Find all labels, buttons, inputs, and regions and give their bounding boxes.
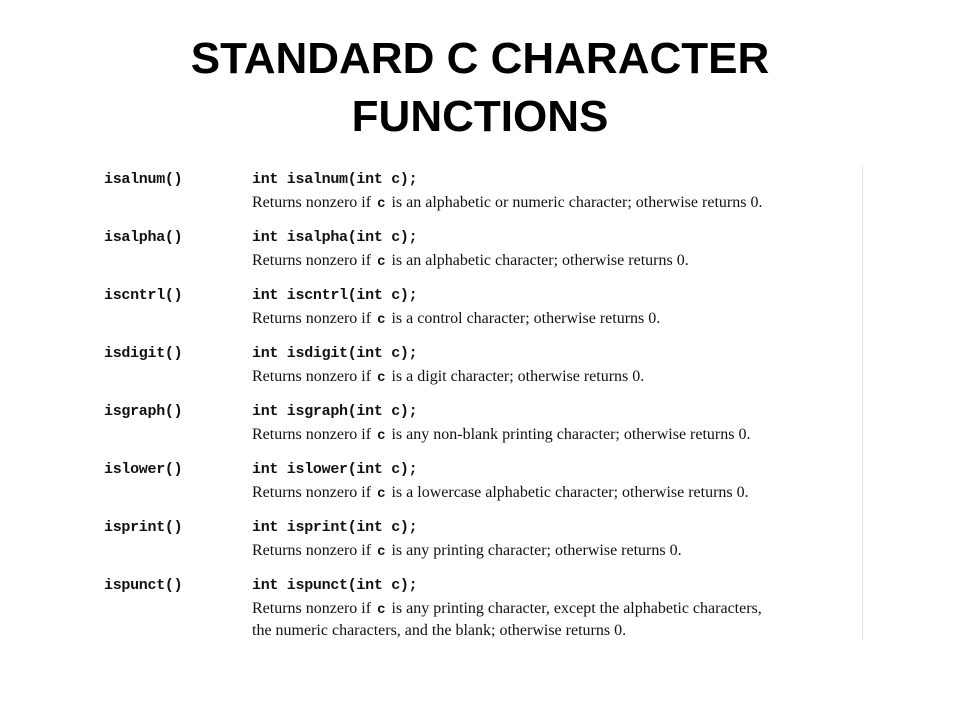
function-description bbox=[252, 598, 762, 621]
function-description bbox=[252, 308, 660, 331]
desc-prefix: Returns nonzero if bbox=[252, 484, 372, 501]
desc-prefix: Returns nonzero if bbox=[252, 252, 372, 269]
function-prototype: int isprint(int c); bbox=[252, 519, 418, 536]
slide-title-line-1: STANDARD C CHARACTER bbox=[190, 34, 770, 83]
desc-variable: c bbox=[377, 602, 386, 618]
desc-suffix: is a lowercase alphabetic character; otherwise returns 0. bbox=[391, 484, 749, 501]
function-description bbox=[252, 366, 644, 389]
slide-title bbox=[0, 30, 960, 146]
desc-suffix: is any printing character, except the alphabetic characters, bbox=[391, 600, 762, 617]
function-name: islower() bbox=[104, 461, 183, 478]
function-prototype: int isdigit(int c); bbox=[252, 345, 418, 362]
function-prototype: int islower(int c); bbox=[252, 461, 418, 478]
desc-variable: c bbox=[377, 312, 386, 328]
desc-variable: c bbox=[377, 254, 386, 270]
desc-prefix: Returns nonzero if bbox=[252, 600, 372, 617]
function-description bbox=[252, 540, 682, 563]
function-name: isalnum() bbox=[104, 171, 183, 188]
desc-prefix: Returns nonzero if bbox=[252, 542, 372, 559]
function-description bbox=[252, 424, 750, 447]
function-prototype: int isgraph(int c); bbox=[252, 403, 418, 420]
function-name: ispunct() bbox=[104, 577, 183, 594]
desc-prefix: Returns nonzero if bbox=[252, 368, 372, 385]
desc-suffix: is a digit character; otherwise returns 0. bbox=[391, 368, 645, 385]
function-name: isdigit() bbox=[104, 345, 183, 362]
function-name: isgraph() bbox=[104, 403, 183, 420]
desc-prefix: Returns nonzero if bbox=[252, 426, 372, 443]
function-description-continued: the numeric characters, and the blank; otherwise returns 0. bbox=[252, 622, 627, 639]
desc-variable: c bbox=[377, 428, 386, 444]
function-name: iscntrl() bbox=[104, 287, 183, 304]
desc-suffix: is any non-blank printing character; otherwise returns 0. bbox=[391, 426, 751, 443]
function-name: isalpha() bbox=[104, 229, 183, 246]
desc-variable: c bbox=[377, 544, 386, 560]
desc-variable: c bbox=[377, 486, 386, 502]
desc-prefix: Returns nonzero if bbox=[252, 310, 372, 327]
function-prototype: int isalpha(int c); bbox=[252, 229, 418, 246]
desc-variable: c bbox=[377, 196, 386, 212]
desc-suffix: is any printing character; otherwise returns 0. bbox=[391, 542, 682, 559]
desc-suffix: is an alphabetic character; otherwise returns 0. bbox=[391, 252, 689, 269]
slide-title-line-2: FUNCTIONS bbox=[351, 92, 609, 141]
function-description bbox=[252, 250, 689, 273]
function-prototype: int iscntrl(int c); bbox=[252, 287, 418, 304]
function-prototype: int ispunct(int c); bbox=[252, 577, 418, 594]
function-name: isprint() bbox=[104, 519, 183, 536]
function-reference-table bbox=[96, 166, 863, 640]
desc-variable: c bbox=[377, 370, 386, 386]
desc-suffix: is a control character; otherwise returns 0. bbox=[391, 310, 661, 327]
function-prototype: int isalnum(int c); bbox=[252, 171, 418, 188]
function-description bbox=[252, 482, 749, 505]
desc-prefix: Returns nonzero if bbox=[252, 194, 372, 211]
function-description bbox=[252, 192, 762, 215]
desc-suffix: is an alphabetic or numeric character; otherwise returns 0. bbox=[391, 194, 763, 211]
